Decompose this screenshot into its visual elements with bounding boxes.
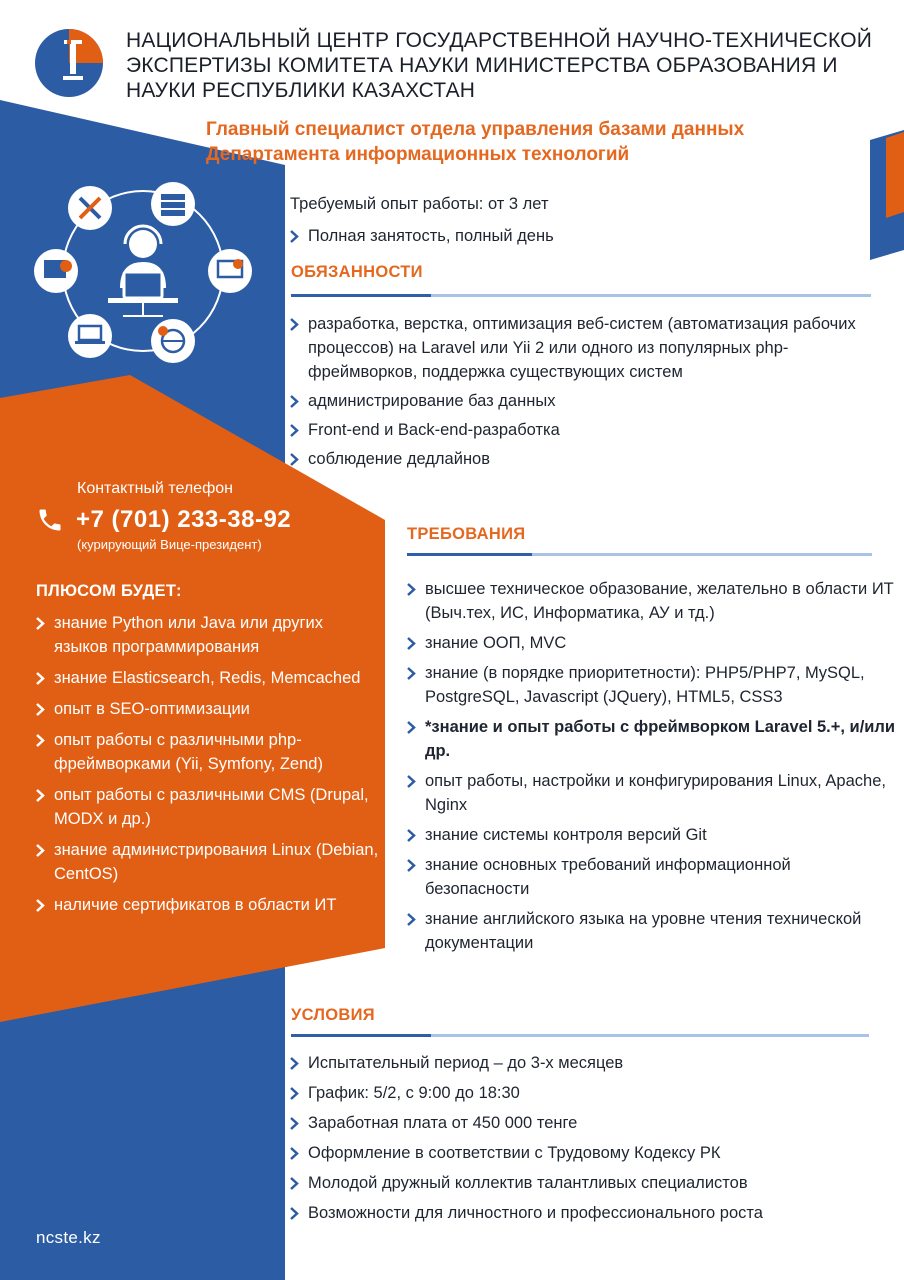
chevron-right-icon — [36, 666, 54, 685]
list-item — [36, 728, 381, 776]
tools-icon — [68, 186, 112, 230]
list-item — [36, 611, 381, 659]
list-item-text: знание системы контроля версий Git — [425, 826, 707, 844]
phone-icon — [36, 506, 64, 534]
list-item — [290, 1171, 890, 1195]
phone-row — [36, 506, 366, 534]
list-item — [36, 838, 381, 886]
phone-number[interactable]: +7 (701) 233-38-92 — [76, 506, 292, 533]
list-item — [290, 389, 895, 413]
ncste-logo — [34, 28, 104, 98]
monitor-check-icon — [208, 249, 252, 293]
organization-title: НАЦИОНАЛЬНЫЙ ЦЕНТР ГОСУДАРСТВЕННОЙ НАУЧНО-ТЕХНИЧЕСКОЙ ЭКСПЕРТИЗЫ КОМИТЕТА НАУКИ МИНИСТЕРСТВА ОБРАЗОВАНИЯ И НАУКИ РЕСПУБЛИКИ КАЗАХСТАН — [126, 29, 873, 102]
chevron-right-icon — [290, 1111, 308, 1130]
list-item-text: администрирование баз данных — [308, 392, 556, 410]
chevron-right-icon — [290, 224, 308, 243]
chevron-right-icon — [407, 823, 425, 842]
list-item — [407, 823, 897, 847]
chevron-right-icon — [407, 715, 425, 734]
chevron-right-icon — [290, 1201, 308, 1220]
list-item — [290, 447, 895, 471]
settings-window-icon — [34, 249, 78, 293]
chevron-right-icon — [290, 312, 308, 331]
list-item-text: *знание и опыт работы с фреймворком Laravel 5.+, и/или др. — [425, 718, 896, 760]
list-item — [290, 312, 895, 384]
list-item-text: знание администрирования Linux (Debian, CentOS) — [54, 841, 379, 883]
chevron-right-icon — [407, 907, 425, 926]
list-item — [407, 853, 897, 901]
chevron-right-icon — [290, 1081, 308, 1100]
chevron-right-icon — [407, 853, 425, 872]
list-item — [290, 1111, 890, 1135]
list-item-text: Оформление в соответствии с Трудовому Кодексу РК — [308, 1144, 721, 1162]
requirements-list — [407, 577, 897, 961]
duties-divider — [291, 294, 871, 297]
chevron-right-icon — [36, 783, 54, 802]
list-item — [290, 1141, 890, 1165]
operator-headset-icon — [108, 226, 178, 316]
list-item — [36, 666, 381, 690]
chevron-right-icon — [36, 838, 54, 857]
contact-block — [36, 478, 366, 554]
requirements-divider — [407, 553, 872, 556]
server-icon — [151, 182, 195, 226]
list-item-text: опыт работы с различными php-фреймворками (Yii, Symfony, Zend) — [54, 731, 323, 773]
laptop-bug-icon — [68, 314, 112, 358]
list-item — [36, 783, 381, 831]
list-item-text: График: 5/2, с 9:00 до 18:30 — [308, 1084, 520, 1102]
chevron-right-icon — [290, 389, 308, 408]
orange-top-right-shape — [886, 132, 904, 218]
chevron-right-icon — [407, 631, 425, 650]
position-title — [206, 117, 886, 167]
position-title-line1: Главный специалист отдела управления базами данных — [206, 119, 745, 140]
duties-heading: ОБЯЗАННОСТИ — [291, 263, 423, 281]
conditions-heading: УСЛОВИЯ — [291, 1006, 375, 1024]
employment-type — [290, 224, 890, 248]
list-item-text: опыт в SEO-оптимизации — [54, 700, 250, 718]
chevron-right-icon — [36, 697, 54, 716]
list-item-text: знание английского языка на уровне чтения технической документации — [425, 910, 862, 952]
it-services-illustration — [28, 176, 258, 366]
phone-note: (курирующий Вице-президент) — [77, 537, 262, 552]
plus-list — [36, 611, 381, 924]
list-item-text: знание ООП, MVC — [425, 634, 567, 652]
list-item-text: знание основных требований информационной безопасности — [425, 856, 791, 898]
list-item — [407, 577, 897, 625]
globe-icon — [151, 319, 195, 363]
list-item — [407, 907, 897, 955]
chevron-right-icon — [36, 728, 54, 747]
chevron-right-icon — [36, 893, 54, 912]
list-item-text: соблюдение дедлайнов — [308, 450, 490, 468]
list-item-text: знание Python или Java или других языков программирования — [54, 614, 323, 656]
list-item-text: Испытательный период – до 3-х месяцев — [308, 1054, 624, 1072]
list-item — [290, 1051, 890, 1075]
list-item — [290, 418, 895, 442]
list-item-text: высшее техническое образование, желательно в области ИТ (Выч.тех, ИС, Информатика, АУ и тд.) — [425, 580, 894, 622]
conditions-divider — [291, 1034, 869, 1037]
duties-list — [290, 312, 895, 476]
chevron-right-icon — [290, 447, 308, 466]
list-item-text: Возможности для личностного и профессионального роста — [308, 1204, 763, 1222]
list-item — [36, 893, 381, 917]
website-link[interactable]: ncste.kz — [36, 1228, 101, 1247]
list-item-text: опыт работы, настройки и конфигурирования Linux, Apache, Nginx — [425, 772, 886, 814]
list-item-text: разработка, верстка, оптимизация веб-систем (автоматизация рабочих процессов) на Laravel или Yii 2 или одного из популярных php-фреймворков, поддержка существующих систем — [308, 315, 856, 381]
chevron-right-icon — [290, 418, 308, 437]
plus-heading: ПЛЮСОМ БУДЕТ: — [36, 582, 182, 600]
chevron-right-icon — [407, 769, 425, 788]
chevron-right-icon — [407, 577, 425, 596]
list-item — [290, 1201, 890, 1225]
list-item-text: наличие сертификатов в области ИТ — [54, 896, 337, 914]
chevron-right-icon — [290, 1141, 308, 1160]
list-item-text: знание (в порядке приоритетности): PHP5/PHP7, MySQL, PostgreSQL, Javascript (JQuery), HTML5, CSS3 — [425, 664, 865, 706]
chevron-right-icon — [290, 1171, 308, 1190]
list-item — [407, 631, 897, 655]
list-item-text: Заработная плата от 450 000 тенге — [308, 1114, 578, 1132]
position-title-line2: Департамента информационных технологий — [206, 144, 630, 165]
list-item — [36, 697, 381, 721]
list-item-text: Молодой дружный коллектив талантливых специалистов — [308, 1174, 748, 1192]
list-item — [290, 1081, 890, 1105]
list-item — [407, 769, 897, 817]
conditions-list — [290, 1051, 890, 1231]
list-item — [407, 661, 897, 709]
list-item-text: знание Elasticsearch, Redis, Memcached — [54, 669, 361, 687]
requirements-heading: ТРЕБОВАНИЯ — [407, 525, 526, 543]
chevron-right-icon — [407, 661, 425, 680]
chevron-right-icon — [36, 611, 54, 630]
list-item — [407, 715, 897, 763]
employment-type-text: Полная занятость, полный день — [308, 227, 554, 245]
list-item-text: опыт работы с различными CMS (Drupal, MODX и др.) — [54, 786, 369, 828]
contact-label: Контактный телефон — [77, 480, 233, 497]
chevron-right-icon — [290, 1051, 308, 1070]
list-item-text: Front-end и Back-end-разработка — [308, 421, 560, 439]
experience-requirement: Требуемый опыт работы: от 3 лет — [290, 195, 549, 213]
